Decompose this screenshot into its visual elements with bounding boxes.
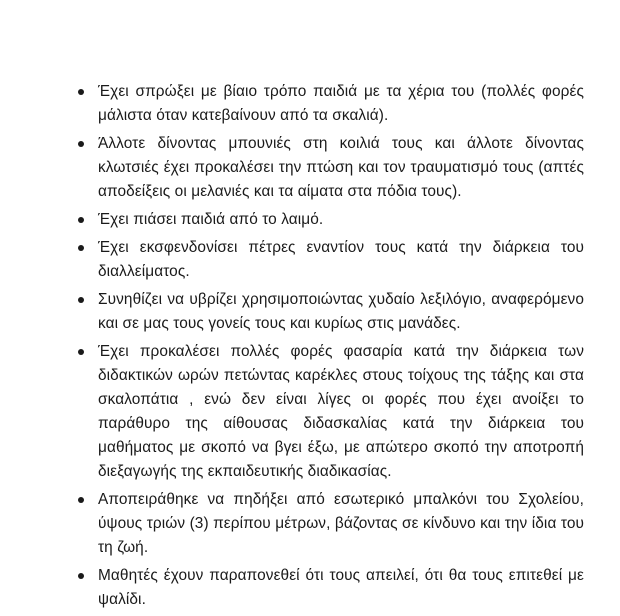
list-item: [78, 208, 584, 232]
list-item-text: Άλλοτε δίνοντας μπουνιές στη κοιλιά τους και άλλοτε δίνοντας κλωτσιές έχει προκαλέσει την πτώση και τον τραυματισμό τους (απτές αποδείξεις οι μελανιές και τα αίματα στα πόδια τους).: [98, 135, 584, 200]
bullet-icon: [78, 89, 84, 95]
list-item: [78, 132, 584, 204]
bullet-icon: [78, 297, 84, 303]
list-item: [78, 488, 584, 560]
list-item-text: Αποπειράθηκε να πηδήξει από εσωτερικό μπαλκόνι του Σχολείου, ύψους τριών (3) περίπου μέτρων, βάζοντας σε κίνδυνο και την ίδια του τη ζωή.: [98, 491, 584, 556]
bullet-icon: [78, 497, 84, 503]
incident-bullet-list: [78, 80, 584, 616]
list-item: [78, 288, 584, 336]
list-item: [78, 236, 584, 284]
cutoff-text-fragment: [60, 606, 580, 616]
list-item: [78, 340, 584, 484]
list-item: [78, 564, 584, 612]
list-item-text: Έχει σπρώξει με βίαιο τρόπο παιδιά με τα χέρια του (πολλές φορές μάλιστα όταν κατεβαίνουν από τα σκαλιά).: [98, 83, 584, 124]
bullet-icon: [78, 245, 84, 251]
bullet-icon: [78, 141, 84, 147]
list-item-text: Έχει προκαλέσει πολλές φορές φασαρία κατά την διάρκεια των διδακτικών ωρών πετώντας καρέκλες στους τοίχους της τάξης και στα σκαλοπάτια , ενώ δεν είναι λίγες οι φορές που έχει ανοίξει το παράθυρο της αίθουσας διδασκαλίας κατά την διάρκεια του μαθήματος με σκοπό να βγει έξω, με απώτερο σκοπό την αποτροπή διεξαγωγής της εκπαιδευτικής διαδικασίας.: [98, 343, 584, 480]
bullet-icon: [78, 217, 84, 223]
next-paragraph-cutoff: [60, 606, 580, 616]
bullet-icon: [78, 573, 84, 579]
list-item-text: Συνηθίζει να υβρίζει χρησιμοποιώντας χυδαίο λεξιλόγιο, αναφερόμενο και σε μας τους γονείς τους και κυρίως στις μανάδες.: [98, 291, 584, 332]
list-item-text: Μαθητές έχουν παραπονεθεί ότι τους απειλεί, ότι θα τους επιτεθεί με ψαλίδι.: [98, 567, 584, 608]
list-item: [78, 80, 584, 128]
bullet-icon: [78, 349, 84, 355]
list-item-text: Έχει πιάσει παιδιά από το λαιμό.: [98, 211, 324, 228]
list-item-text: Έχει εκσφενδονίσει πέτρες εναντίον τους κατά την διάρκεια του διαλλείματος.: [98, 239, 584, 280]
